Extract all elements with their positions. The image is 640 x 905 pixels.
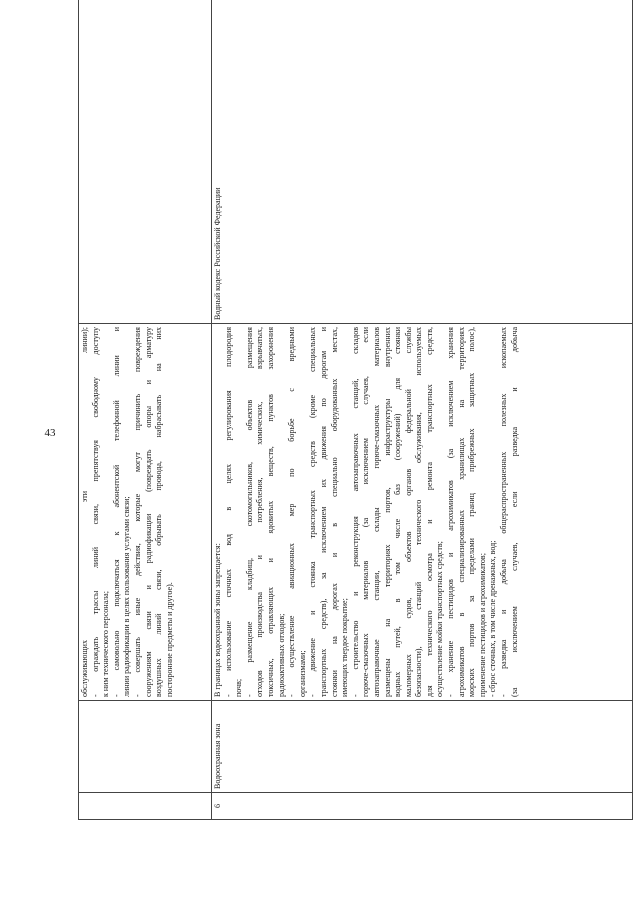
text-line: - размещение кладбищ, скотомогильников, объектов размещения <box>244 327 254 697</box>
source-cell: Водный кодекс Российской Федерации <box>212 0 633 324</box>
text-line: - использование сточных вод в целях регулирования плодородия <box>223 327 233 697</box>
restrictions-cell <box>79 324 212 701</box>
text-line: радиоактивных отходов; <box>276 613 286 697</box>
text-line: морских портов за пределами границ прибрежных защитных полос), <box>467 327 477 697</box>
text-line: воздушных линий связи, обрывать провода, набрасывать на них <box>154 327 164 697</box>
text-line: горюче-смазочных материалов (за исключением случаев, если <box>361 327 371 697</box>
text-line: - совершать иные действия, которые могут причинить повреждения <box>132 327 142 697</box>
text-line: - строительство и реконструкция автозаправочных станций, складов <box>350 327 360 697</box>
text-line: применение пестицидов и агрохимикатов; <box>477 553 487 697</box>
text-line: обслуживающих эти линии); <box>80 327 89 697</box>
text-line: безопасности), станций технического обслуживания, используемых <box>414 327 424 697</box>
text-line: отходов производства и потребления, химических, взрывчатых, <box>255 327 265 697</box>
table-row <box>79 0 212 820</box>
text-line: транспортных средств), за исключением их движения по дорогам и <box>318 327 328 697</box>
page-number: 43 <box>44 427 56 439</box>
text-line: размещены на территориях портов, инфраструктуры внутренних <box>382 327 392 697</box>
text-line: - осуществление авиационных мер по борьбе с вредными <box>287 327 297 697</box>
text-line: - ограждать трассы линий связи, препятствуя свободному доступу <box>90 327 100 697</box>
restrictions-table <box>78 0 633 820</box>
text-line: - движение и стоянка транспортных средств (кроме специальных <box>308 327 318 697</box>
text-line: организмами; <box>297 650 307 697</box>
text-line: В границах водоохранной зоны запрещается: <box>213 543 222 697</box>
text-line: - разведка и добыча общераспространенных полезных ископаемых <box>499 327 509 697</box>
text-line: токсичных, отравляющих и ядовитых веществ, пунктов захоронения <box>265 327 275 697</box>
text-line: стоянки на дорогах и в специально оборудованных местах, <box>329 327 339 697</box>
text-line: линии радиофикации в целях пользования услугами связи; <box>122 496 132 697</box>
table-row <box>212 0 633 820</box>
text-line: почв; <box>234 678 244 697</box>
row-number <box>79 793 212 820</box>
text-line: посторонние предметы и другое). <box>164 582 174 697</box>
zone-name: Водоохранная зона <box>212 701 633 793</box>
text-line: агрохимикатов в специализированных хранилищах на территориях <box>456 327 466 697</box>
restrictions-cell <box>212 324 633 701</box>
text-line: (за исключением случаев, если разведка и добыча <box>509 327 519 697</box>
row-number: 6 <box>212 793 633 820</box>
text-line: для технического осмотра и ремонта транспортных средств, <box>424 327 434 697</box>
text-line: маломерных судов, объектов органов федеральной службы <box>403 327 413 697</box>
source-cell <box>79 0 212 324</box>
text-line: имеющих твердое покрытие; <box>340 598 350 697</box>
text-line: сооружениям связи и радиофикации (повреждать опоры и арматуру <box>143 327 153 697</box>
text-line: - хранение пестицидов и агрохимикатов (за исключением хранения <box>446 327 456 697</box>
text-line: водных путей, в том числе баз (сооружений) для стоянки <box>393 327 403 697</box>
text-line: - сброс сточных, в том числе дренажных, вод; <box>488 540 498 697</box>
text-line: автозаправочные станции, склады горюче-смазочных материалов <box>371 327 381 697</box>
rotated-page <box>78 0 628 820</box>
text-line: осуществление мойки транспортных средств; <box>435 541 445 697</box>
zone-name <box>79 701 212 793</box>
text-line: - самовольно подключаться к абонентской телефонной линии и <box>111 327 121 697</box>
text-line: к ним технического персонала; <box>101 591 111 697</box>
